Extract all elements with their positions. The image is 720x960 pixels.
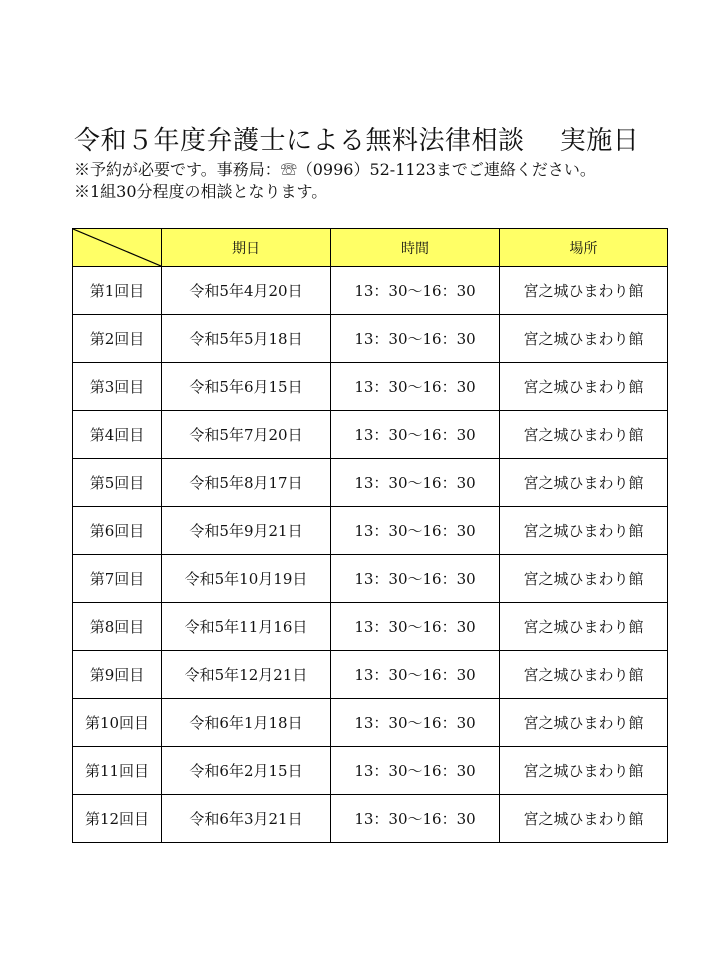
page-title: 令和５年度弁護士による無料法律相談 実施日 [74,126,640,156]
schedule-table [72,228,668,843]
table-row [73,555,668,603]
session-number-cell: 第9回目 [73,651,162,699]
diagonal-line [73,229,161,266]
time-cell: 13：30～16：30 [331,603,500,651]
session-number-cell: 第3回目 [73,363,162,411]
date-cell: 令和5年4月20日 [162,267,331,315]
time-cell: 13：30～16：30 [331,507,500,555]
date-cell: 令和5年10月19日 [162,555,331,603]
table-row [73,651,668,699]
table-row [73,363,668,411]
table-row [73,795,668,843]
date-cell: 令和5年5月18日 [162,315,331,363]
time-cell: 13：30～16：30 [331,411,500,459]
duration-note: ※1組30分程度の相談となります。 [74,182,328,201]
time-cell: 13：30～16：30 [331,651,500,699]
time-cell: 13：30～16：30 [331,315,500,363]
date-cell: 令和5年11月16日 [162,603,331,651]
place-cell: 宮之城ひまわり館 [500,555,668,603]
place-cell: 宮之城ひまわり館 [500,411,668,459]
session-number-cell: 第1回目 [73,267,162,315]
place-cell: 宮之城ひまわり館 [500,699,668,747]
session-number-cell: 第2回目 [73,315,162,363]
date-cell: 令和5年12月21日 [162,651,331,699]
date-cell: 令和5年9月21日 [162,507,331,555]
reservation-note: ※予約が必要です。事務局：☏（0996）52-1123までご連絡ください。 [74,160,596,179]
session-number-cell: 第12回目 [73,795,162,843]
date-cell: 令和5年7月20日 [162,411,331,459]
time-cell: 13：30～16：30 [331,747,500,795]
time-cell: 13：30～16：30 [331,795,500,843]
place-cell: 宮之城ひまわり館 [500,315,668,363]
table-row [73,603,668,651]
header-place: 場所 [500,229,668,267]
date-cell: 令和6年1月18日 [162,699,331,747]
place-cell: 宮之城ひまわり館 [500,747,668,795]
place-cell: 宮之城ひまわり館 [500,459,668,507]
place-cell: 宮之城ひまわり館 [500,795,668,843]
place-cell: 宮之城ひまわり館 [500,363,668,411]
session-number-cell: 第4回目 [73,411,162,459]
time-cell: 13：30～16：30 [331,699,500,747]
time-cell: 13：30～16：30 [331,459,500,507]
place-cell: 宮之城ひまわり館 [500,651,668,699]
table-row [73,315,668,363]
place-cell: 宮之城ひまわり館 [500,507,668,555]
time-cell: 13：30～16：30 [331,267,500,315]
table-row [73,267,668,315]
time-cell: 13：30～16：30 [331,363,500,411]
table-row [73,459,668,507]
session-number-cell: 第8回目 [73,603,162,651]
header-date: 期日 [162,229,331,267]
table-row [73,411,668,459]
session-number-cell: 第7回目 [73,555,162,603]
table-row [73,747,668,795]
place-cell: 宮之城ひまわり館 [500,267,668,315]
table-header-row [73,229,668,267]
session-number-cell: 第10回目 [73,699,162,747]
header-corner-cell [73,229,162,267]
session-number-cell: 第6回目 [73,507,162,555]
date-cell: 令和6年3月21日 [162,795,331,843]
session-number-cell: 第11回目 [73,747,162,795]
date-cell: 令和5年6月15日 [162,363,331,411]
table-row [73,699,668,747]
table-row [73,507,668,555]
date-cell: 令和6年2月15日 [162,747,331,795]
session-number-cell: 第5回目 [73,459,162,507]
header-time: 時間 [331,229,500,267]
date-cell: 令和5年8月17日 [162,459,331,507]
place-cell: 宮之城ひまわり館 [500,603,668,651]
time-cell: 13：30～16：30 [331,555,500,603]
